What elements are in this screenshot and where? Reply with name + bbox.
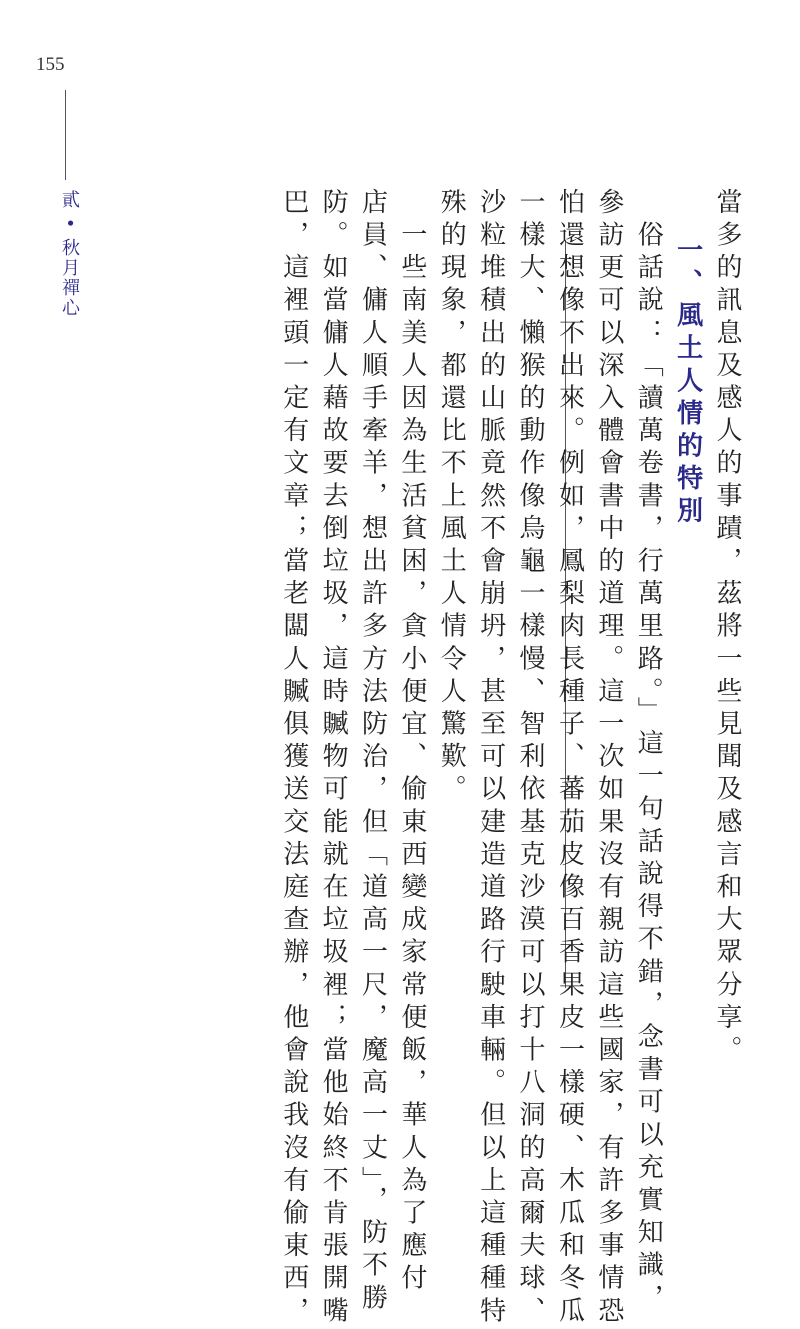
chapter-label: 貳 • 秋月禪心 bbox=[59, 190, 80, 319]
text-column: 一些南美人因為生活貧困，貪小便宜、偷東西變成家常便飯，華人為了應付 bbox=[396, 188, 427, 1297]
text-column: 沙粒堆積出的山脈竟然不會崩坍，甚至可以建造道路行駛車輛。但以上這種種特 bbox=[475, 188, 506, 1329]
section-heading: 一、風土人情的特別 bbox=[672, 236, 703, 530]
text-column: 當多的訊息及感人的事蹟，茲將一些見聞及感言和大眾分享。 bbox=[712, 188, 742, 1069]
text-column: 參訪更可以深入體會書中的道理。這一次如果沒有親訪這些國家，有許多事情恐 bbox=[593, 188, 624, 1329]
text-column: 防。如當傭人藉故要去倒垃圾，這時贓物可能就在垃圾裡；當他始終不肯張開嘴 bbox=[318, 188, 349, 1329]
text-column: 殊的現象，都還比不上風土人情令人驚歎。 bbox=[436, 188, 467, 808]
text-column: 怕還想像不出來。例如，鳳梨肉長種子、蕃茄皮像百香果皮一樣硬、木瓜和冬瓜 bbox=[554, 188, 585, 1329]
page-number: 155 bbox=[36, 54, 65, 75]
text-column: 巴，這裡頭一定有文章；當老闆人贓俱獲送交法庭查辦，他會說我沒有偷東西， bbox=[278, 188, 309, 1329]
text-column: 俗話說：「讀萬卷書，行萬里路。」這一句話說得不錯，念書可以充實知識， bbox=[633, 188, 664, 1316]
text-body bbox=[278, 188, 742, 1329]
margin-rule bbox=[65, 90, 66, 180]
text-column: 一樣大、懶猴的動作像烏龜一樣慢、智利依基克沙漠可以打十八洞的高爾夫球、 bbox=[515, 188, 546, 1329]
text-column: 店員、傭人順手牽羊，想出許多方法防治，但「道高一尺，魔高一丈」，防不勝 bbox=[357, 188, 388, 1316]
